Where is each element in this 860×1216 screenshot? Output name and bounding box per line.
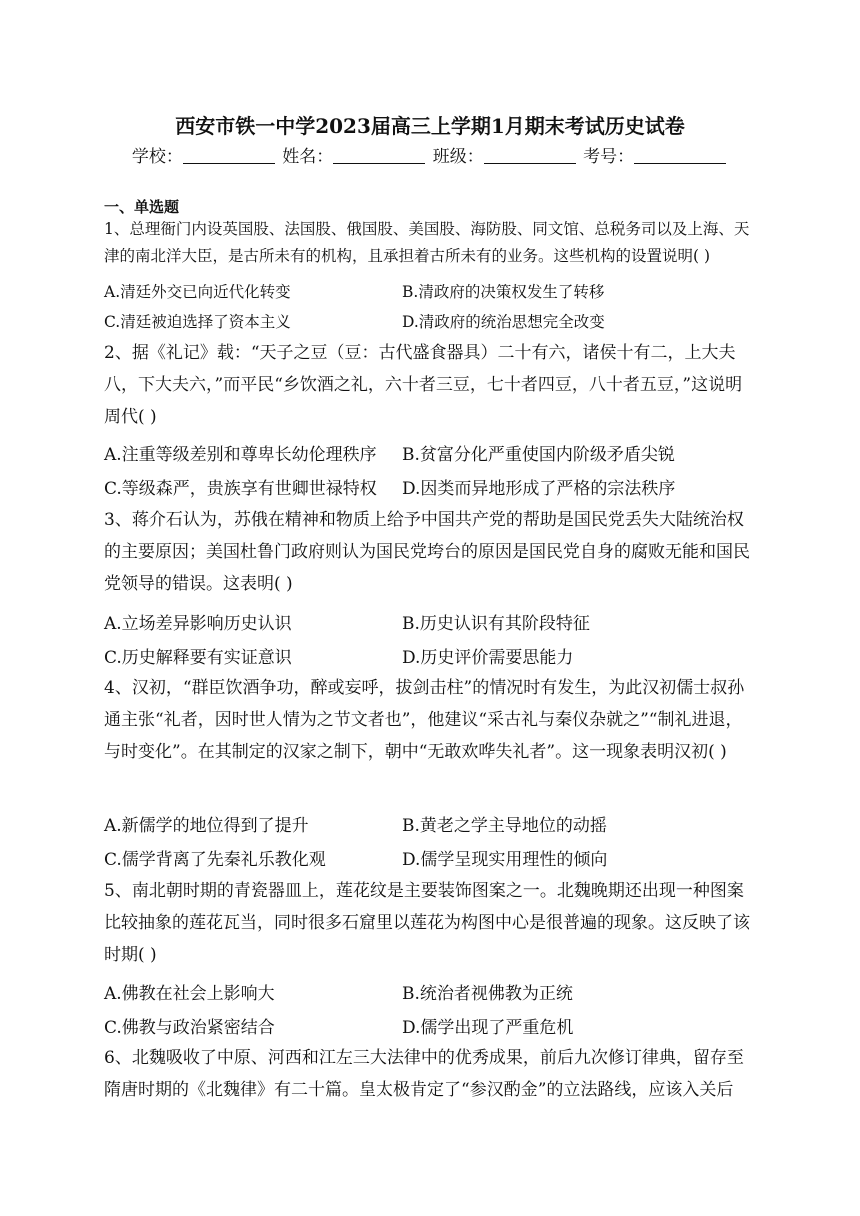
question-6 (104, 1042, 756, 1106)
option-a[interactable]: A.注重等级差别和尊卑长幼伦理秩序 (104, 445, 377, 465)
option-c[interactable]: C.等级森严，贵族享有世卿世禄特权 (104, 479, 377, 499)
option-b[interactable]: B.清政府的决策权发生了转移 (402, 283, 605, 301)
option-b[interactable]: B.统治者视佛教为正统 (402, 984, 573, 1004)
question-stem: 4、汉初，“群臣饮酒争功，醉或妄呼，拔剑击柱”的情况时有发生，为此汉初儒士叔孙通主张“礼者，因时世人情为之节文者也”，他建议“采古礼与秦仪杂就之”“制礼进退，与时变化”。在其制定的汉家之制下，朝中“无敢欢哗失礼者”。这一现象表明汉初( ) (104, 678, 745, 762)
option-d[interactable]: D.因类而异地形成了严格的宗法秩序 (402, 479, 676, 499)
question-2 (104, 337, 756, 433)
class-label: 班级： (432, 147, 484, 167)
name-label: 姓名： (282, 147, 334, 167)
option-a[interactable]: A.清廷外交已向近代化转变 (104, 283, 291, 301)
question-stem: 1、总理衙门内设英国股、法国股、俄国股、美国股、海防股、同文馆、总税务司以及上海、天津的南北洋大臣，是古所未有的机构，且承担着古所未有的业务。这些机构的设置说明( ) (104, 220, 750, 265)
option-b[interactable]: B.贫富分化严重使国内阶级矛盾尖锐 (402, 445, 675, 465)
question-1 (104, 216, 756, 270)
option-b[interactable]: B.黄老之学主导地位的动摇 (402, 816, 607, 836)
student-info-line (0, 144, 860, 170)
option-c[interactable]: C.儒学背离了先秦礼乐教化观 (104, 850, 326, 870)
number-blank[interactable] (634, 145, 726, 164)
option-d[interactable]: D.清政府的统治思想完全改变 (402, 313, 605, 331)
question-stem: 2、据《礼记》载：“天子之豆（豆：古代盛食器具）二十有六，诸侯十有二，上大夫八，下大夫六，”而平民“乡饮酒之礼，六十者三豆，七十者四豆，八十者五豆，”这说明周代( ) (104, 343, 743, 427)
option-c[interactable]: C.佛教与政治紧密结合 (104, 1018, 275, 1038)
school-blank[interactable] (183, 145, 275, 164)
number-label: 考号： (583, 147, 635, 167)
option-c[interactable]: C.清廷被迫选择了资本主义 (104, 313, 291, 331)
option-a[interactable]: A.佛教在社会上影响大 (104, 984, 275, 1004)
question-stem: 5、南北朝时期的青瓷器皿上，莲花纹是主要装饰图案之一。北魏晚期还出现一种图案比较抽象的莲花瓦当，同时很多石窟里以莲花为构图中心是很普遍的现象。这反映了该时期( ) (104, 881, 750, 965)
question-4 (104, 672, 756, 768)
question-5 (104, 875, 756, 971)
option-c[interactable]: C.历史解释要有实证意识 (104, 648, 292, 668)
question-stem: 6、北魏吸收了中原、河西和江左三大法律中的优秀成果，前后九次修订律典，留存至隋唐时期的《北魏律》有二十篇。皇太极肯定了“参汉酌金”的立法路线，应该入关后 (104, 1048, 744, 1100)
option-a[interactable]: A.立场差异影响历史认识 (104, 614, 292, 634)
school-label: 学校： (131, 147, 183, 167)
question-stem: 3、蒋介石认为，苏俄在精神和物质上给予中国共产党的帮助是国民党丢失大陆统治权的主要原因；美国杜鲁门政府则认为国民党垮台的原因是国民党自身的腐败无能和国民党领导的错误。这表明( ) (104, 510, 750, 594)
exam-title: 西安市铁一中学2023届高三上学期1月期末考试历史试卷 (175, 114, 685, 138)
name-blank[interactable] (333, 145, 425, 164)
option-d[interactable]: D.儒学呈现实用理性的倾向 (402, 850, 608, 870)
option-d[interactable]: D.历史评价需要思能力 (402, 648, 574, 668)
section-title: 一、单选题 (104, 198, 180, 216)
option-d[interactable]: D.儒学出现了严重危机 (402, 1018, 574, 1038)
option-a[interactable]: A.新儒学的地位得到了提升 (104, 816, 309, 836)
class-blank[interactable] (484, 145, 576, 164)
option-b[interactable]: B.历史认识有其阶段特征 (402, 614, 590, 634)
question-3 (104, 504, 756, 600)
